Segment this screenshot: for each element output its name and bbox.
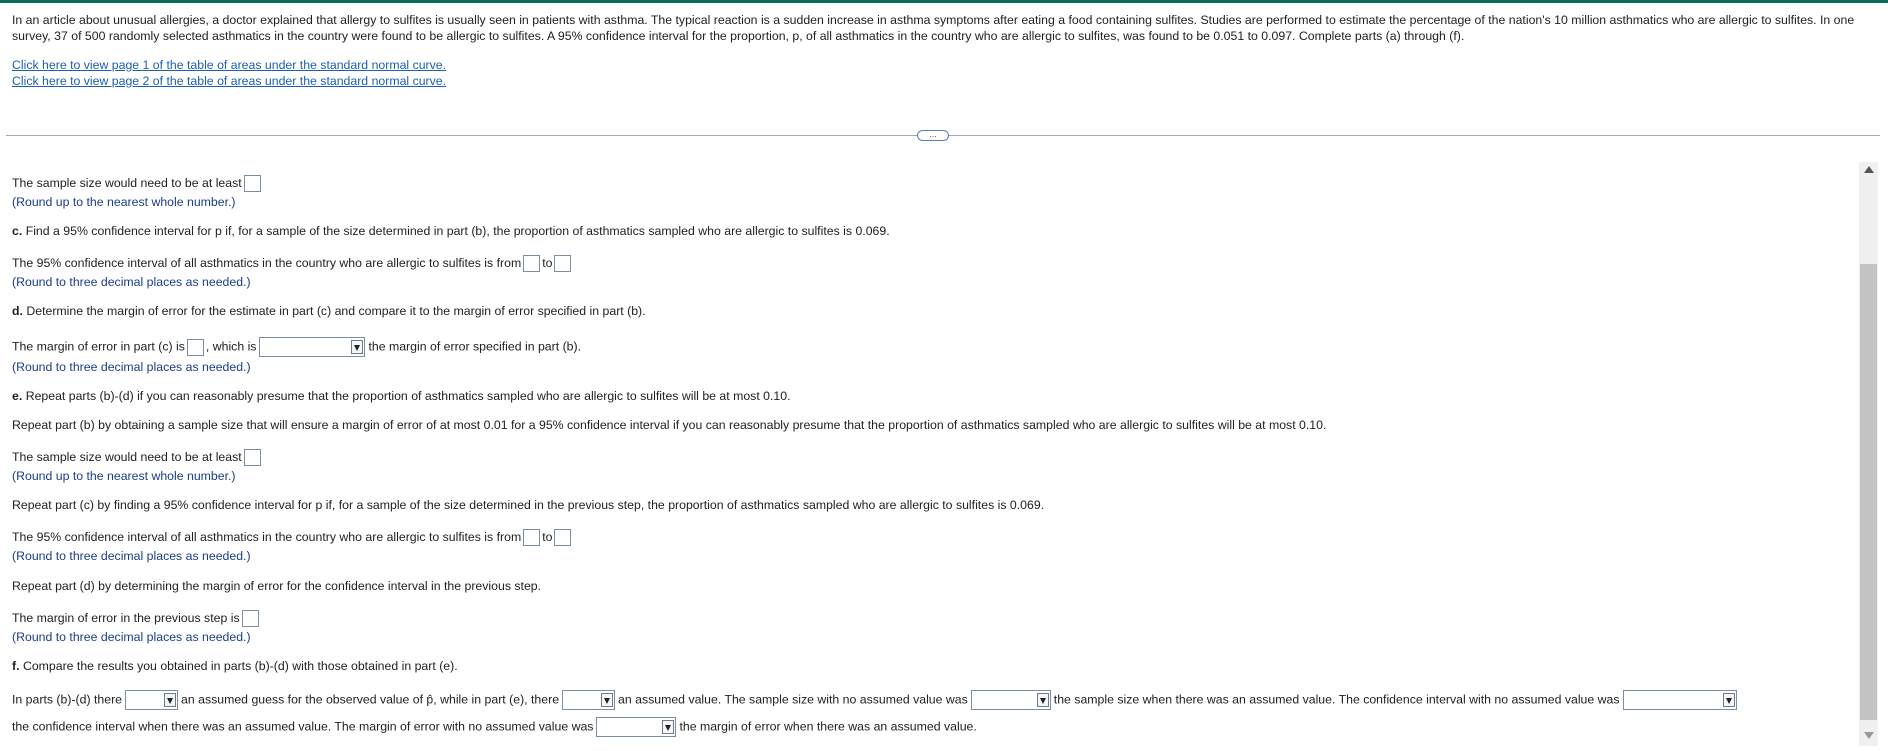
part-b-answer-line bbox=[12, 174, 263, 192]
scroll-up-arrow-icon[interactable] bbox=[1864, 166, 1874, 173]
part-d-label: d. bbox=[12, 304, 23, 318]
chevron-down-icon bbox=[351, 340, 363, 354]
part-f-s2: an assumed guess for the observed value of p̂, while in part (e), there bbox=[181, 692, 560, 707]
part-e-to: to bbox=[542, 530, 553, 544]
chevron-down-icon bbox=[1723, 693, 1735, 707]
part-d-answer-line bbox=[12, 337, 581, 357]
part-c-ci-upper-input[interactable] bbox=[554, 255, 571, 272]
part-e-ci-text: The 95% confidence interval of all asthmatics in the country who are allergic to sulfites is from bbox=[12, 530, 522, 544]
part-c-round-hint: (Round to three decimal places as needed.) bbox=[12, 275, 251, 289]
chevron-down-icon bbox=[1037, 693, 1049, 707]
part-f-s5: the confidence interval when there was an assumed value. The margin of error with no assumed value was bbox=[12, 719, 594, 734]
normal-table-page1-link[interactable]: Click here to view page 1 of the table of areas under the standard normal curve. bbox=[12, 58, 447, 72]
part-f-ci-compare-dropdown[interactable] bbox=[1623, 690, 1737, 710]
part-e-moe-text: The margin of error in the previous step is bbox=[12, 611, 240, 625]
part-c-question-text: Find a 95% confidence interval for p if, for a sample of the size determined in part (b), the proportion of asthmatics sampled who are allergic to sulfites is 0.069. bbox=[25, 224, 890, 238]
chevron-down-icon bbox=[601, 693, 613, 707]
scroll-down-arrow-icon[interactable] bbox=[1864, 732, 1874, 739]
scrollbar-thumb[interactable] bbox=[1860, 264, 1877, 720]
part-c-ci-text: The 95% confidence interval of all asthmatics in the country who are allergic to sulfites is from bbox=[12, 256, 522, 270]
part-d-after-text: the margin of error specified in part (b). bbox=[368, 339, 582, 354]
part-b-sample-size-input[interactable] bbox=[244, 175, 261, 192]
part-e-label: e. bbox=[12, 389, 23, 403]
part-f-question bbox=[12, 657, 458, 675]
part-e-moe-hint: (Round to three decimal places as needed.) bbox=[12, 630, 251, 644]
part-c-question bbox=[12, 222, 890, 240]
part-f-line-1 bbox=[12, 690, 1740, 710]
part-f-s4: the sample size when there was an assumed value. The confidence interval with no assumed value was bbox=[1053, 692, 1620, 707]
part-e-question-text: Repeat parts (b)-(d) if you can reasonably presume that the proportion of asthmatics sampled who are allergic to sulfites will be at most 0.10. bbox=[25, 389, 791, 403]
chevron-down-icon bbox=[662, 720, 674, 734]
part-e-ci-upper-input[interactable] bbox=[554, 529, 571, 546]
part-f-line-2 bbox=[12, 717, 977, 737]
part-e-repeat-b: Repeat part (b) by obtaining a sample size that will ensure a margin of error of at most 0.01 for a 95% confidence interval if you can reasonably presume that the proportion of asthmatics sampled who are allergic to sulfites will be at most 0.10. bbox=[12, 418, 1327, 432]
part-c-answer-line bbox=[12, 254, 573, 272]
part-f-there-dropdown-2[interactable] bbox=[562, 690, 615, 710]
part-d-question-text: Determine the margin of error for the estimate in part (c) and compare it to the margin of error specified in part (b). bbox=[26, 304, 646, 318]
part-f-there-dropdown-1[interactable] bbox=[125, 690, 178, 710]
part-e-ci-hint: (Round to three decimal places as needed.) bbox=[12, 549, 251, 563]
part-e-repeat-d: Repeat part (d) by determining the margin of error for the confidence interval in the previous step. bbox=[12, 579, 542, 593]
part-d-compare-dropdown[interactable] bbox=[259, 337, 365, 357]
part-f-s6: the margin of error when there was an assumed value. bbox=[679, 719, 977, 734]
part-e-moe-input[interactable] bbox=[242, 610, 259, 627]
part-c-label: c. bbox=[12, 224, 23, 238]
part-d-moe-input[interactable] bbox=[187, 339, 204, 356]
part-c-ci-lower-input[interactable] bbox=[523, 255, 540, 272]
problem-intro: In an article about unusual allergies, a doctor explained that allergy to sulfites is usually seen in patients with asthma. The typical reaction is a sudden increase in asthma symptoms after eating a food containing sulfites. Studies are performed to estimate the percentage of the nation's 10 million asthmatics who are allergic to sulfites. In one survey, 37 of 500 randomly selected asthmatics in the country were found to be allergic to sulfites. A 95% confidence interval for the proportion, p, of all asthmatics in the country who are allergic to sulfites, was found to be 0.051 to 0.097. Complete parts (a) through (f). bbox=[12, 13, 1855, 43]
part-f-label: f. bbox=[12, 659, 20, 673]
part-d-moe-text: The margin of error in part (c) is bbox=[12, 339, 185, 354]
part-e-sample-text: The sample size would need to be at least bbox=[12, 450, 242, 464]
part-e-repeat-c: Repeat part (c) by finding a 95% confidence interval for p if, for a sample of the size determined in the previous step, the proportion of asthmatics sampled who are allergic to sulfites is 0.069. bbox=[12, 498, 1045, 512]
part-f-s1: In parts (b)-(d) there bbox=[12, 692, 123, 707]
part-e-sample-line bbox=[12, 448, 263, 466]
part-b-sample-text: The sample size would need to be at least bbox=[12, 176, 242, 190]
normal-table-page2-link[interactable]: Click here to view page 2 of the table of areas under the standard normal curve. bbox=[12, 74, 447, 88]
part-f-s3: an assumed value. The sample size with no assumed value was bbox=[618, 692, 968, 707]
part-c-to: to bbox=[542, 256, 553, 270]
part-d-round-hint: (Round to three decimal places as needed.) bbox=[12, 360, 251, 374]
part-f-question-text: Compare the results you obtained in parts (b)-(d) with those obtained in part (e). bbox=[22, 659, 458, 673]
top-accent-bar bbox=[0, 0, 1888, 3]
chevron-down-icon bbox=[164, 693, 176, 707]
part-e-moe-line bbox=[12, 609, 261, 627]
part-d-which-is: , which is bbox=[205, 339, 257, 354]
expand-previous-parts-button[interactable]: ... bbox=[917, 130, 949, 141]
part-f-sample-size-compare-dropdown[interactable] bbox=[971, 690, 1051, 710]
part-e-ci-lower-input[interactable] bbox=[523, 529, 540, 546]
part-e-sample-size-input[interactable] bbox=[244, 449, 261, 466]
part-d-question bbox=[12, 302, 646, 320]
part-b-round-hint: (Round up to the nearest whole number.) bbox=[12, 195, 236, 209]
part-f-moe-compare-dropdown[interactable] bbox=[596, 717, 676, 737]
part-e-ci-line bbox=[12, 528, 573, 546]
part-e-question bbox=[12, 387, 791, 405]
part-e-sample-hint: (Round up to the nearest whole number.) bbox=[12, 469, 236, 483]
